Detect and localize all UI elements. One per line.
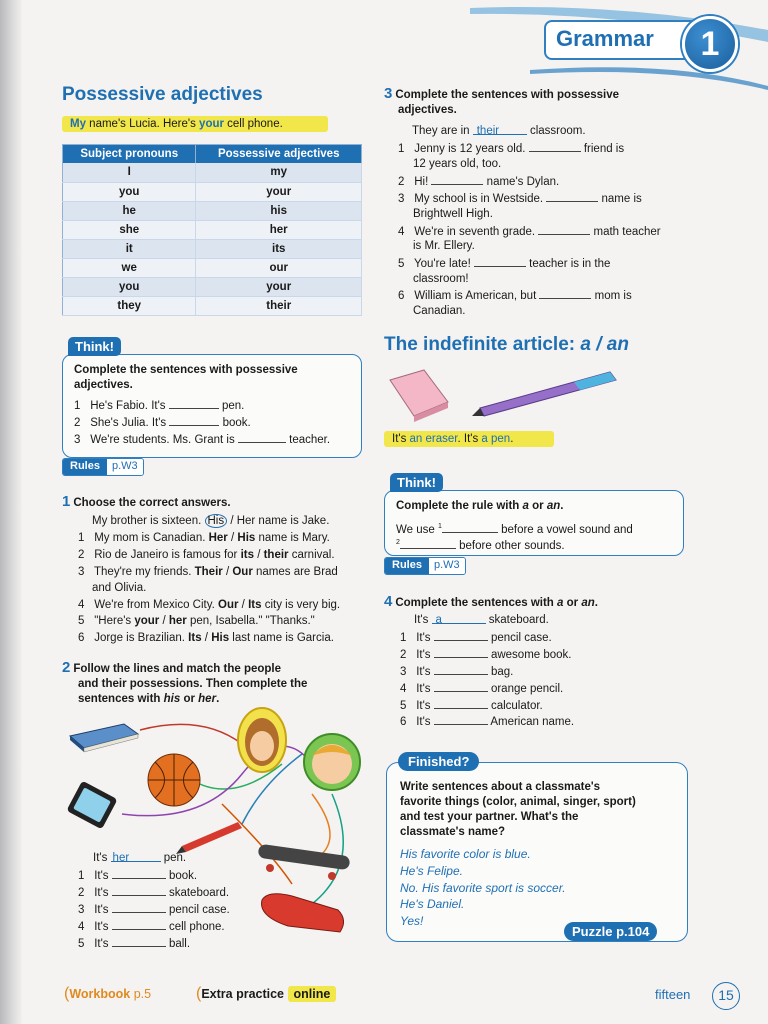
table-cell: you — [63, 277, 196, 296]
table-cell: she — [63, 220, 196, 239]
think1-item: 3 We're students. Ms. Grant is teacher. — [74, 434, 331, 446]
exercise-1-heading: 1 Choose the correct answers. — [62, 493, 231, 510]
exercise-4-item: 4 It's orange pencil. — [400, 683, 564, 695]
finished-instruction-line: Write sentences about a classmate's — [400, 781, 601, 793]
online-tag[interactable]: online — [288, 986, 337, 1002]
exercise-3-item-cont: Brightwell High. — [413, 208, 493, 220]
exercise-4-heading: 4 Complete the sentences with a or an. — [384, 593, 598, 610]
pronoun-table — [62, 144, 362, 316]
exercise-1-item: 4 We're from Mexico City. Our / Its city is very big. — [78, 599, 341, 611]
rules-link-possessive[interactable]: Rules p.W3 — [62, 458, 144, 476]
think2-rule-line: We use $^1$ before a vowel sound and — [396, 523, 633, 536]
pen-large-icon — [472, 372, 616, 416]
exercise-4-item: 3 It's bag. — [400, 666, 514, 678]
finished-answer: He's Felipe. — [400, 864, 463, 878]
pencil-case-icon — [262, 894, 344, 932]
extra-practice-link[interactable]: (Extra practice online — [196, 985, 336, 1003]
exercise-2-item: 5 It's ball. — [78, 938, 191, 950]
grammar-section-title: Grammar — [556, 26, 654, 51]
table-cell: his — [196, 201, 362, 220]
example-your: your — [199, 118, 224, 130]
exercise-1-item-cont: and Olivia. — [92, 582, 147, 594]
eraser-icon — [390, 370, 448, 422]
finished-answer: He's Daniel. — [400, 897, 465, 911]
table-cell: we — [63, 258, 196, 277]
exercise-1-item: 6 Jorge is Brazilian. Its / His last name is Garcia. — [78, 632, 334, 644]
finished-answer: Yes! — [400, 914, 424, 928]
exercise-4-item: 6 It's American name. — [400, 716, 575, 728]
exercise-2-item: 4 It's cell phone. — [78, 921, 225, 933]
book-icon — [70, 724, 138, 752]
table-cell: your — [196, 277, 362, 296]
exercise-2-item: 1 It's book. — [78, 870, 198, 882]
example-text-end: cell phone. — [223, 118, 283, 130]
exercise-4-example: It's a skateboard. — [414, 614, 549, 626]
think2-instruction: Complete the rule with a or an. — [396, 500, 564, 512]
table-cell: he — [63, 201, 196, 220]
finished-answer: His favorite color is blue. — [400, 847, 531, 861]
exercise-2-heading-l2: and their possessions. Then complete the — [78, 678, 308, 690]
example-text: name's Lucia. Here's — [85, 118, 200, 130]
think1-item: 1 He's Fabio. It's pen. — [74, 400, 245, 412]
exercise-3-example: They are in their classroom. — [412, 125, 586, 137]
exercise-3-item-cont: Canadian. — [413, 305, 466, 317]
think1-item: 2 She's Julia. It's book. — [74, 417, 251, 429]
possessive-example-bar — [62, 116, 328, 132]
table-header: Subject pronouns — [63, 145, 196, 164]
exercise-3-heading: 3 Complete the sentences with possessive — [384, 85, 620, 102]
think1-instruction: Complete the sentences with possessive adjectives. — [74, 364, 298, 391]
exercise-3-item: 1 Jenny is 12 years old. friend is — [398, 143, 625, 155]
rules-link-article[interactable]: Rules p.W3 — [384, 557, 466, 575]
exercise-2-heading-l3: sentences with his or her. — [78, 693, 220, 705]
puzzle-link[interactable]: Puzzle p.104 — [564, 922, 657, 941]
exercise-3-item: 2 Hi! name's Dylan. — [398, 176, 560, 188]
page-number-word: fifteen — [655, 987, 691, 1002]
exercise-1-item: 3 They're my friends. Their / Our names are Brad — [78, 566, 338, 578]
page-number: 15 — [712, 982, 740, 1010]
table-cell: their — [196, 296, 362, 315]
exercise-2-item: 2 It's skateboard. — [78, 887, 230, 899]
workbook-link[interactable]: (Workbook p.5 — [64, 985, 152, 1002]
basketball-icon — [148, 754, 200, 806]
pen-icon — [176, 822, 242, 854]
think-tag: Think! — [390, 473, 443, 492]
exercise-3-item: 6 William is American, but mom is — [398, 290, 632, 302]
exercise-1-item: 5 "Here's your / her pen, Isabella." "Thanks." — [78, 615, 315, 627]
think-tag: Think! — [68, 337, 121, 356]
page-spine-shadow — [0, 0, 22, 1024]
exercise-3-item: 5 You're late! teacher is in the — [398, 258, 611, 270]
article-example-bar: It's an eraser. It's a pen. — [384, 431, 554, 447]
finished-instruction-line: and test your partner. What's the — [400, 811, 579, 823]
finished-tag: Finished? — [398, 752, 479, 771]
finished-instruction-line: classmate's name? — [400, 826, 506, 838]
think2-rule-line: $^2$ before other sounds. — [396, 539, 565, 552]
table-cell: you — [63, 182, 196, 201]
exercise-1-item: 2 Rio de Janeiro is famous for its / their carnival. — [78, 549, 335, 561]
table-cell: they — [63, 296, 196, 315]
eraser-pen-illustration — [384, 364, 644, 424]
exercise-2-example: It's her pen. — [93, 852, 187, 864]
table-header: Possessive adjectives — [196, 145, 362, 164]
table-cell: its — [196, 239, 362, 258]
table-cell: my — [196, 163, 362, 182]
exercise-2-heading: 2 Follow the lines and match the people — [62, 659, 282, 676]
exercise-3-heading-l2: adjectives. — [398, 104, 457, 116]
table-cell: her — [196, 220, 362, 239]
indefinite-article-heading: The indefinite article: a / an — [384, 334, 629, 355]
exercise-1-item: 1 My mom is Canadian. Her / His name is Mary. — [78, 532, 330, 544]
table-cell: our — [196, 258, 362, 277]
exercise-3-item-cont: is Mr. Ellery. — [413, 240, 475, 252]
exercise-1-example: My brother is sixteen. His / Her name is Jake. — [92, 515, 330, 527]
finished-instruction-line: favorite things (color, animal, singer, sport) — [400, 796, 636, 808]
table-cell: your — [196, 182, 362, 201]
exercise-3-item: 3 My school is in Westside. name is — [398, 193, 642, 205]
exercise-2-item: 3 It's pencil case. — [78, 904, 230, 916]
unit-number-badge: 1 — [682, 16, 738, 72]
example-my: My — [70, 118, 86, 130]
table-cell: it — [63, 239, 196, 258]
boy-portrait-icon — [304, 734, 360, 790]
cell-phone-icon — [66, 781, 117, 830]
exercise-4-item: 2 It's awesome book. — [400, 649, 572, 661]
exercise-3-item: 4 We're in seventh grade. math teacher — [398, 226, 661, 238]
exercise-4-item: 1 It's pencil case. — [400, 632, 552, 644]
table-cell: I — [63, 163, 196, 182]
possessive-adjectives-heading: Possessive adjectives — [62, 84, 263, 105]
girl-portrait-icon — [238, 708, 286, 772]
finished-answer: No. His favorite sport is soccer. — [400, 881, 566, 895]
exercise-3-item-cont: 12 years old, too. — [413, 158, 502, 170]
exercise-3-item-cont: classroom! — [413, 273, 469, 285]
exercise-4-item: 5 It's calculator. — [400, 700, 543, 712]
